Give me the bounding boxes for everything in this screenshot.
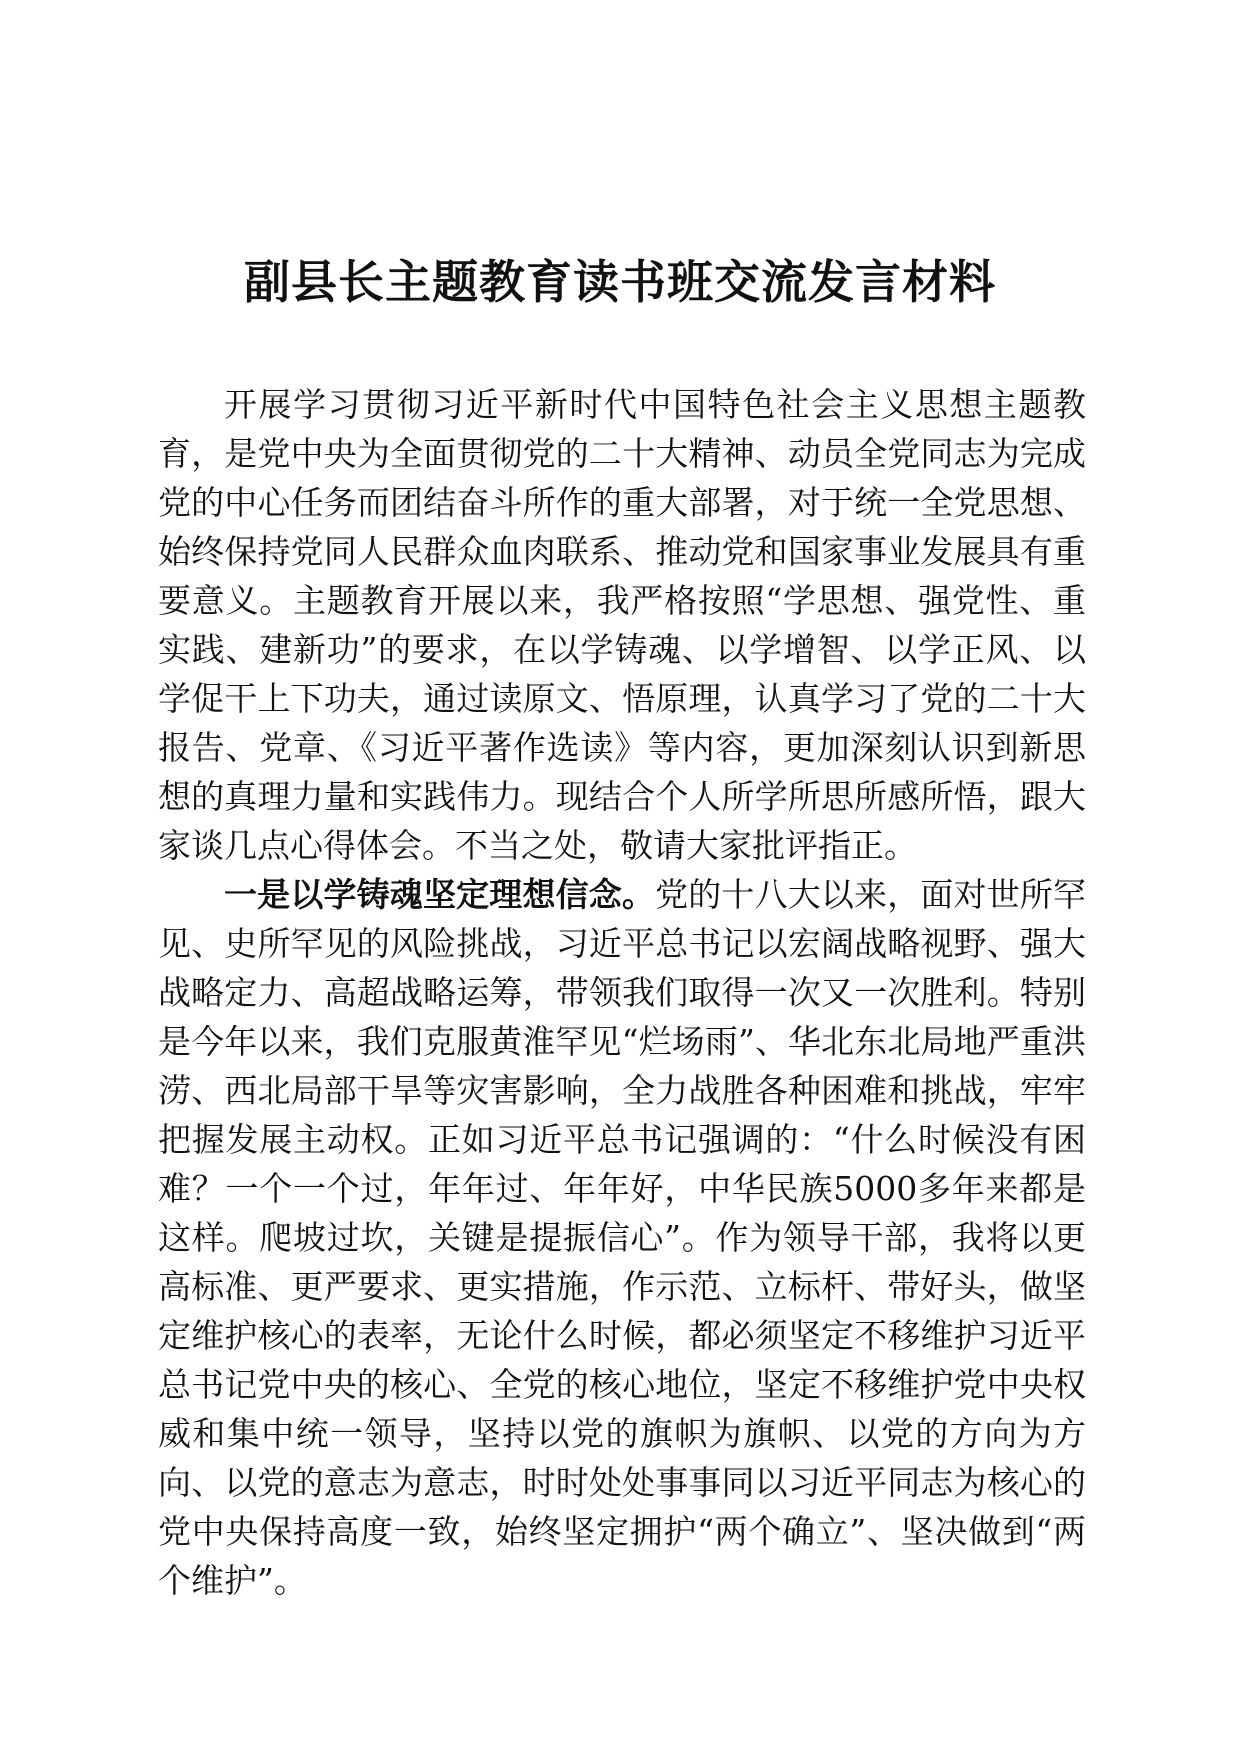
paragraph-point-one <box>158 870 1086 1605</box>
paragraph-point-one-heading: 一是以学铸魂坚定理想信念。 <box>224 875 656 914</box>
paragraph-point-one-text: 党的十八大以来，面对世所罕见、史所罕见的风险挑战，习近平总书记以宏阔战略视野、强大战略定力、高超战略运筹，带领我们取得一次又一次胜利。特别是今年以来，我们克服黄淮罕见“烂场雨”、华北东北局地严重洪涝、西北局部干旱等灾害影响，全力战胜各种困难和挑战，牢牢把握发展主动权。正如习近平总书记强调的：“什么时候没有困难？一个一个过，年年过、年年好，中华民族5000多年来都是这样。爬坡过坎，关键是提振信心”。作为领导干部，我将以更高标准、更严要求、更实措施，作示范、立标杆、带好头，做坚定维护核心的表率，无论什么时候，都必须坚定不移维护习近平总书记党中央的核心、全党的核心地位，坚定不移维护党中央权威和集中统一领导，坚持以党的旗帜为旗帜、以党的方向为方向、以党的意志为意志，时时处处事事同以习近平同志为核心的党中央保持高度一致，始终坚定拥护“两个确立”、坚决做到“两个维护”。 <box>158 875 1087 1600</box>
paragraph-intro-text: 开展学习贯彻习近平新时代中国特色社会主义思想主题教育，是党中央为全面贯彻党的二十大精神、动员全党同志为完成党的中心任务而团结奋斗所作的重大部署，对于统一全党思想、始终保持党同人民群众血肉联系、推动党和国家事业发展具有重要意义。主题教育开展以来，我严格按照“学思想、强党性、重实践、建新功”的要求，在以学铸魂、以学增智、以学正风、以学促干上下功夫，通过读原文、悟原理，认真学习了党的二十大报告、党章、《习近平著作选读》等内容，更加深刻认识到新思想的真理力量和实践伟力。现结合个人所学所思所感所悟，跟大家谈几点心得体会。不当之处，敬请大家批评指正。 <box>158 385 1086 865</box>
document-body <box>158 380 1086 1605</box>
paragraph-intro <box>158 380 1086 870</box>
document-title: 副县长主题教育读书班交流发言材料 <box>244 255 996 309</box>
